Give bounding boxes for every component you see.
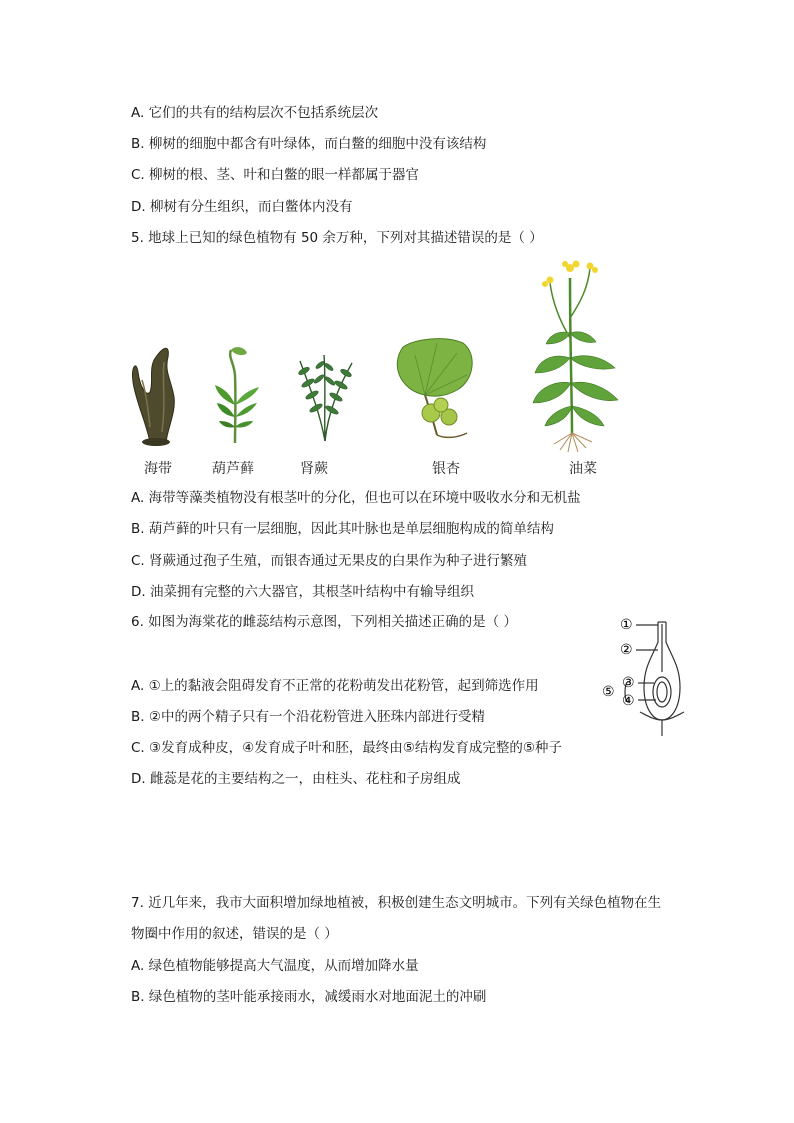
q4-option-c: C. 柳树的根、茎、叶和白鳖的眼一样都属于器官 bbox=[131, 167, 420, 183]
q6-option-d: D. 雌蕊是花的主要结构之一，由柱头、花柱和子房组成 bbox=[131, 771, 461, 787]
pistil-label-3: ③ bbox=[622, 675, 635, 691]
pistil-label-4: ④ bbox=[622, 693, 635, 709]
q4-option-b: B. 柳树的细胞中都含有叶绿体，而白鳖的细胞中没有该结构 bbox=[131, 136, 487, 152]
moss-illustration bbox=[213, 345, 263, 445]
q5-option-c: C. 肾蕨通过孢子生殖，而银杏通过无果皮的白果作为种子进行繁殖 bbox=[131, 553, 528, 569]
q7-stem-line2: 物圈中作用的叙述，错误的是（ ） bbox=[131, 926, 338, 942]
q4-option-a: A. 它们的共有的结构层次不包括系统层次 bbox=[131, 105, 379, 121]
pistil-label-1: ① bbox=[620, 617, 633, 633]
q4-option-d: D. 柳树有分生组织，而白鳖体内没有 bbox=[131, 199, 353, 215]
q7-stem-line1: 7. 近几年来，我市大面积增加绿地植被，积极创建生态文明城市。下列有关绿色植物在生 bbox=[131, 895, 662, 911]
pistil-label-2: ② bbox=[620, 642, 633, 658]
q6-option-c: C. ③发育成种皮，④发育成子叶和胚，最终由⑤结构发育成完整的⑤种子 bbox=[131, 740, 562, 756]
ginkgo-illustration bbox=[385, 335, 490, 445]
plant-label-ginkgo: 银杏 bbox=[432, 461, 460, 477]
pistil-label-5: ⑤ bbox=[602, 684, 615, 700]
plant-label-moss: 葫芦藓 bbox=[212, 461, 254, 477]
q7-option-b: B. 绿色植物的茎叶能承接雨水，减缓雨水对地面泥土的冲刷 bbox=[131, 989, 487, 1005]
rapeseed-illustration bbox=[530, 258, 620, 453]
plant-label-kelp: 海带 bbox=[144, 461, 172, 477]
pistil-diagram bbox=[600, 612, 695, 742]
q6-option-a: A. ①上的黏液会阻碍发育不正常的花粉萌发出花粉管，起到筛选作用 bbox=[131, 678, 539, 694]
q6-stem: 6. 如图为海棠花的雌蕊结构示意图，下列相关描述正确的是（ ） bbox=[131, 614, 517, 630]
q5-stem: 5. 地球上已知的绿色植物有 50 余万种，下列对其描述错误的是（ ） bbox=[131, 230, 543, 246]
q5-option-a: A. 海带等藻类植物没有根茎叶的分化，但也可以在环境中吸收水分和无机盐 bbox=[131, 490, 581, 506]
q5-option-b: B. 葫芦藓的叶只有一层细胞，因此其叶脉也是单层细胞构成的简单结构 bbox=[131, 521, 554, 537]
plant-label-fern: 肾蕨 bbox=[300, 461, 328, 477]
q5-option-d: D. 油菜拥有完整的六大器官，其根茎叶结构中有输导组织 bbox=[131, 584, 474, 600]
q6-option-b: B. ②中的两个精子只有一个沿花粉管进入胚珠内部进行受精 bbox=[131, 709, 485, 725]
q7-option-a: A. 绿色植物能够提高大气温度，从而增加降水量 bbox=[131, 958, 419, 974]
plant-label-rapeseed: 油菜 bbox=[569, 461, 597, 477]
fern-illustration bbox=[290, 353, 360, 443]
kelp-illustration bbox=[128, 342, 183, 447]
